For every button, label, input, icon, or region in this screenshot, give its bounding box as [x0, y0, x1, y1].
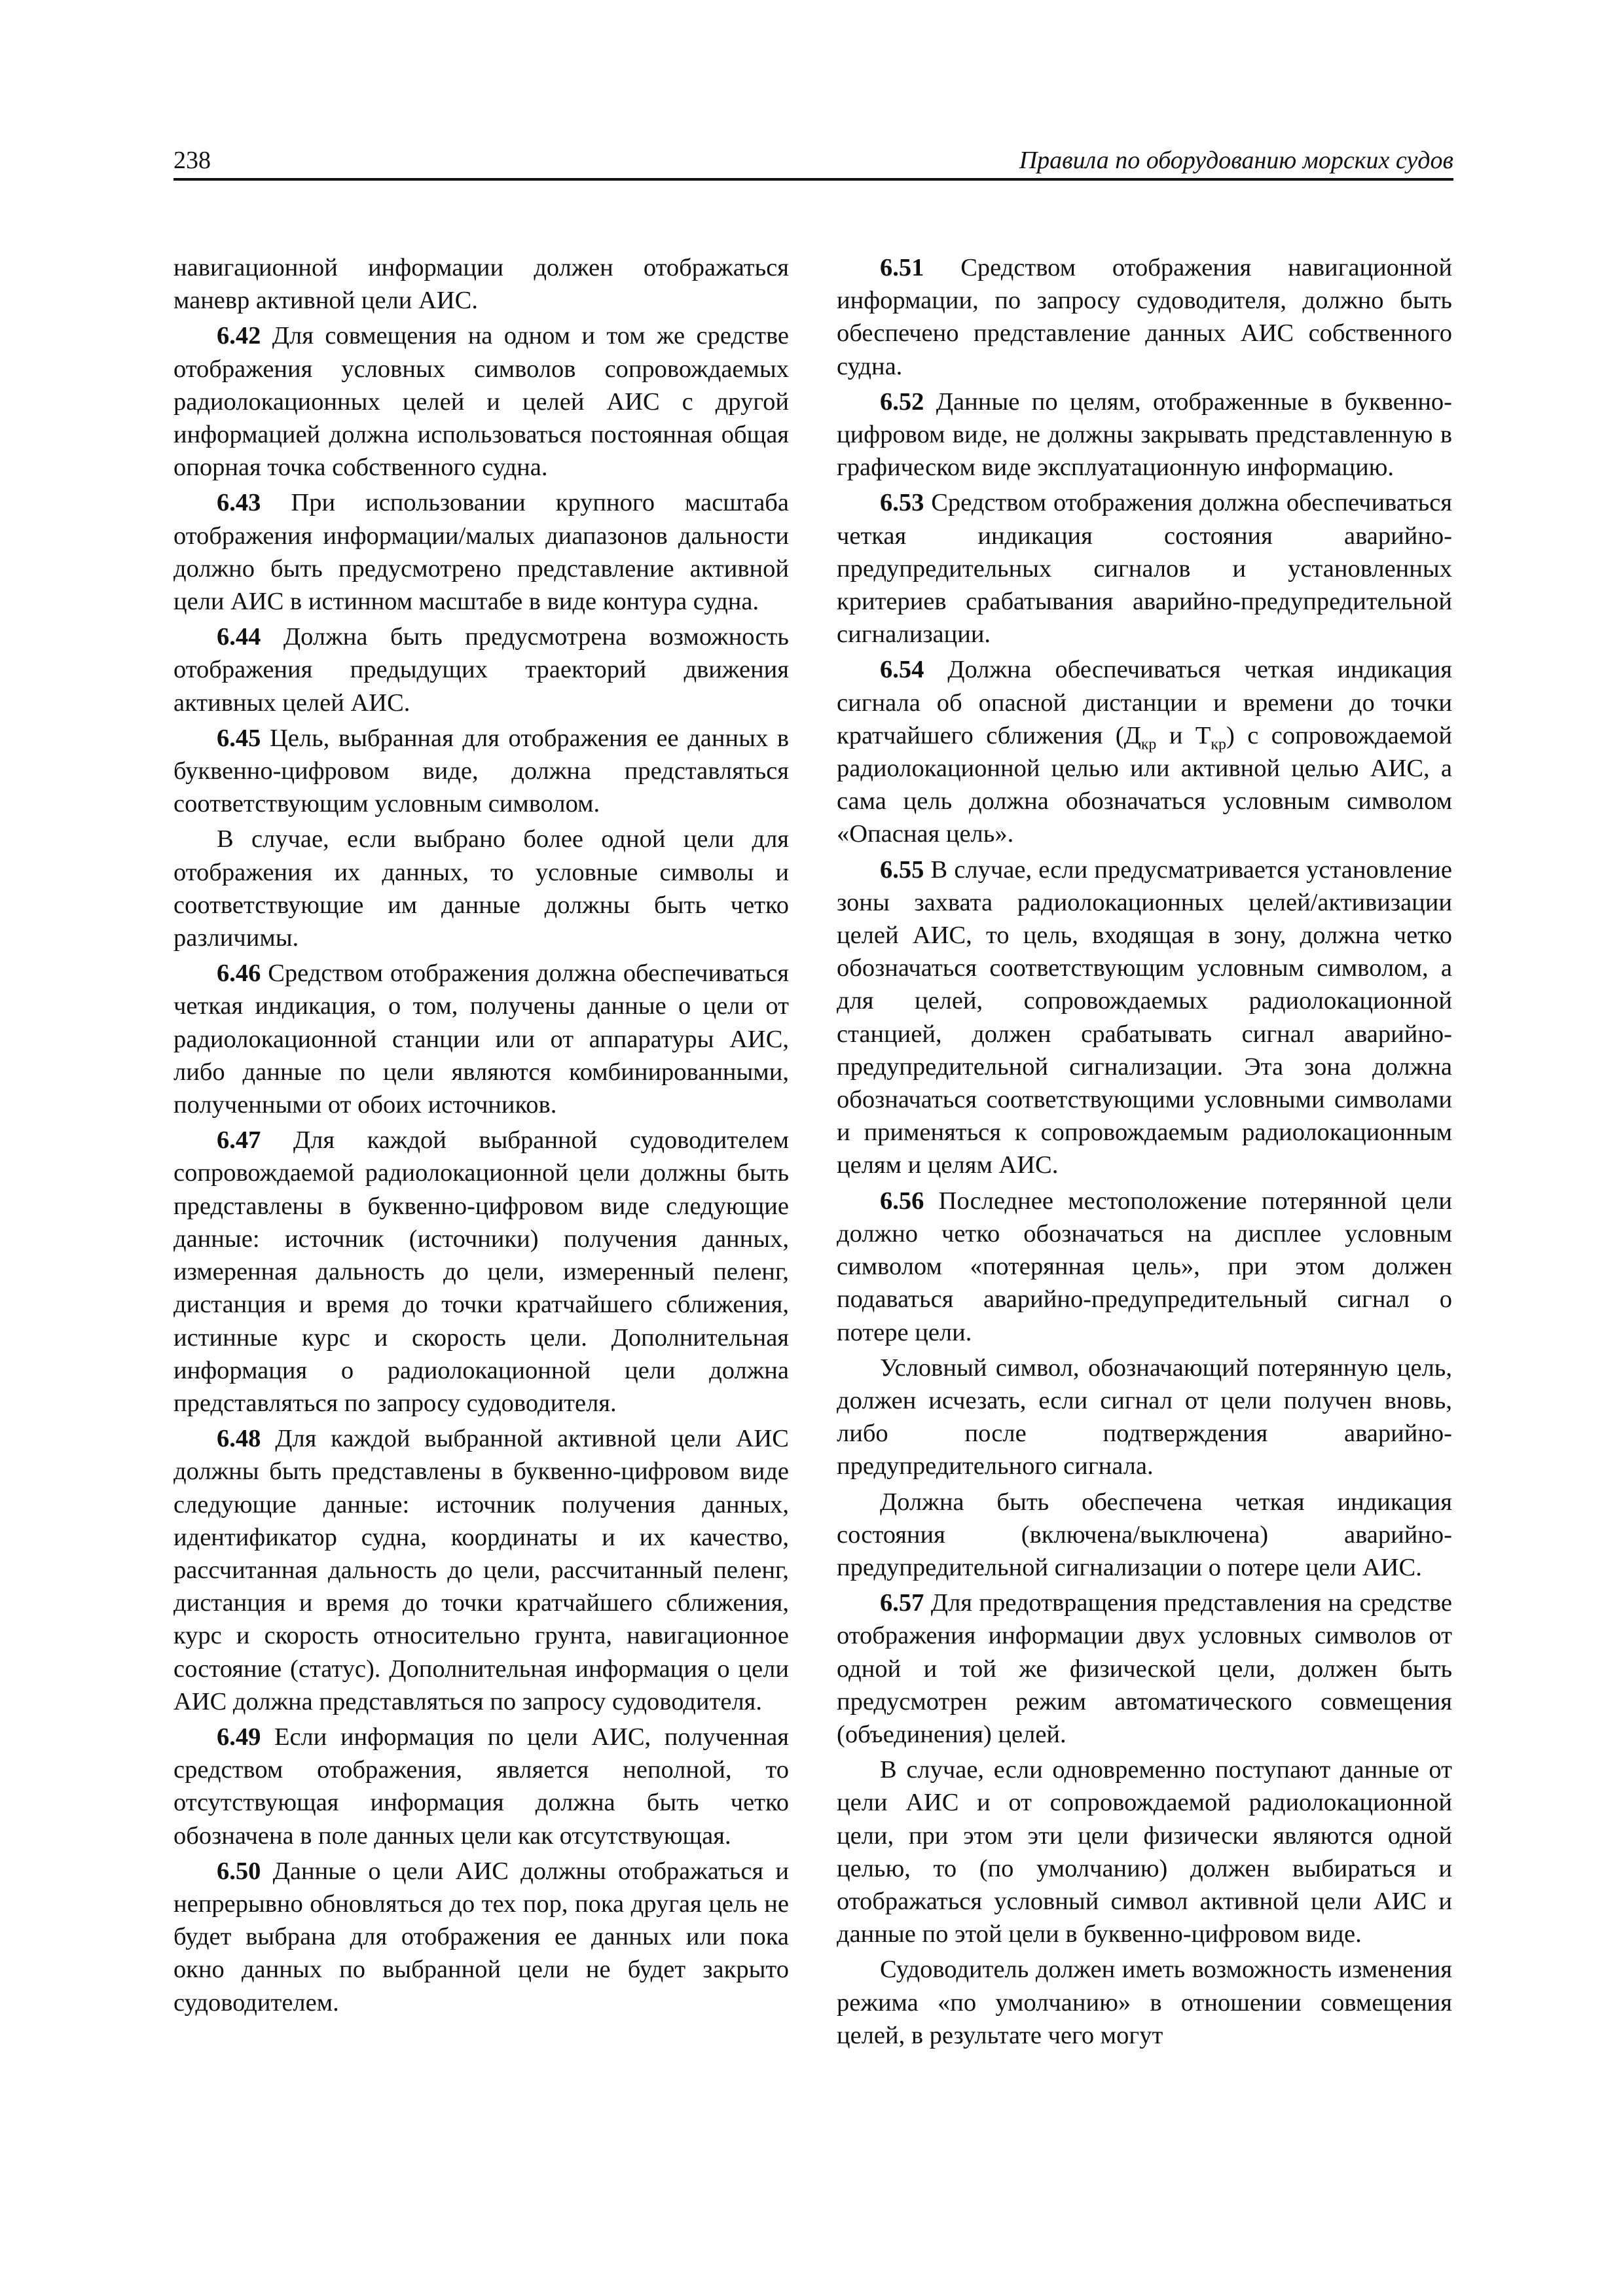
subscript-kr: кр	[1211, 736, 1226, 753]
paragraph-text: Условный символ, обозначающий потерянную цель, должен исчезать, если сигнал от цели получен вновь, либо после подтверждения аварийно-предупредительного сигнала.	[837, 1354, 1452, 1480]
paragraph-6-56	[837, 1185, 1452, 1349]
paragraph-text: В случае, если предусматривается установление зоны захвата радиолокационных целей/активизации целей АИС, то цель, входящая в зону, должна четко обозначаться соответствующим условным символом, а для целей, сопровождаемых радиолокационной станцией, должен срабатывать сигнал аварийно-предупредительной сигнализации. Эта зона должна обозначаться соответствующими условными символами и применяться к сопровождаемым радиолокационным целям и целям АИС.	[837, 855, 1452, 1179]
paragraph-text: Для каждой выбранной судоводителем сопровождаемой радиолокационной цели должны быть представлены в буквенно-цифровом виде следующие данные: источник (источники) получения данных, измеренная дальность до цели, измеренный пеленг, дистанция и время до точки кратчайшего сближения, истинные курс и скорость цели. Дополнительная информация о радиолокационной цели должна представляться по запросу судоводителя.	[173, 1126, 789, 1417]
paragraph-text: Должна быть предусмотрена возможность отображения предыдущих траекторий движения активных целей АИС.	[173, 623, 789, 717]
paragraph-text: ) с сопровождаемой радиолокационной целью или активной целью АИС, а сама цель должна обозначаться условным символом «Опасная цель».	[837, 721, 1452, 848]
paragraph-6-55	[837, 853, 1452, 1182]
paragraph-6-46	[173, 957, 789, 1121]
paragraph-6-44	[173, 620, 789, 719]
paragraph-text: Для совмещения на одном и том же средстве отображения условных символов сопровождаемых радиолокационных целей и целей АИС с другой информацией должна использоваться постоянная общая опорная точка собственного судна.	[173, 322, 789, 482]
paragraph-text: и Т	[1156, 721, 1211, 749]
paragraph-text: Для каждой выбранной активной цели АИС должны быть представлены в буквенно-цифровом виде следующие данные: источник получения данных, идентификатор судна, координаты и их качество, рассчитанная дальность до цели, рассчитанный пеленг, дистанция и время до точки кратчайшего сближения, курс и скорость относительно грунта, навигационное состояние (статус). Дополнительная информация о цели АИС должна представляться по запросу судоводителя.	[173, 1425, 789, 1715]
right-column	[837, 251, 1452, 2077]
clause-number: 6.43	[217, 489, 261, 517]
clause-number: 6.45	[217, 724, 261, 752]
clause-number: 6.57	[880, 1589, 924, 1617]
paragraph-text: При использовании крупного масштаба отображения информации/малых диапазонов дальности должно быть предусмотрено представление активной цели АИС в истинном масштабе в виде контура судна.	[173, 489, 789, 616]
paragraph-6-50	[173, 1855, 789, 2019]
clause-number: 6.55	[880, 855, 924, 884]
paragraph-text: Средством отображения должна обеспечиваться четкая индикация, о том, получены данные о цели от радиолокационной станции или от аппаратуры АИС, либо данные по цели являются комбинированными, полученными от обоих источников.	[173, 960, 789, 1119]
clause-number: 6.52	[880, 387, 924, 416]
paragraph-6-57	[837, 1587, 1452, 1751]
paragraph-text: Последнее местоположение потерянной цели должно четко обозначаться на дисплее условным символом «потерянная цель», при этом должен подаваться аварийно-предупредительный сигнал о потере цели.	[837, 1187, 1452, 1346]
left-column	[173, 251, 789, 2077]
running-title: Правила по оборудованию морских судов	[1019, 147, 1453, 174]
paragraph-text: В случае, если выбрано более одной цели для отображения их данных, то условные символы и соответствующие им данные должны быть четко различимы.	[173, 825, 789, 952]
paragraph-text: Средством отображения должна обеспечиваться четкая индикация состояния аварийно-предупредительных сигналов и установленных критериев срабатывания аварийно-предупредительной сигнализации.	[837, 489, 1452, 649]
paragraph-text: Судоводитель должен иметь возможность изменения режима «по умолчанию» в отношении совмещения целей, в результате чего могут	[837, 1956, 1452, 2049]
subscript-kr: кр	[1140, 736, 1157, 753]
clause-number: 6.44	[217, 623, 261, 651]
paragraph-text: Если информация по цели АИС, полученная средством отображения, является неполной, то отсутствующая информация должна быть четко обозначена в поле данных цели как отсутствующая.	[173, 1723, 789, 1850]
paragraph-6-45	[173, 722, 789, 821]
paragraph-6-53	[837, 486, 1452, 651]
paragraph-6-54	[837, 653, 1452, 850]
paragraph-6-42	[173, 319, 789, 484]
paragraph-text: В случае, если одновременно поступают данные от цели АИС и от сопровождаемой радиолокационной цели, при этом эти цели физически являются одной целью, то (по умолчанию) должен выбираться и отображаться условный символ активной цели АИС и данные по этой цели в буквенно-цифровом виде.	[837, 1756, 1452, 1948]
paragraph-6-43	[173, 486, 789, 618]
paragraph-6-57-b	[837, 1753, 1452, 1950]
paragraph-text: Должна быть обеспечена четкая индикация состояния (включена/выключена) аварийно-предупредительной сигнализации о потере цели АИС.	[837, 1488, 1452, 1581]
paragraph-6-51	[837, 251, 1452, 383]
paragraph-text: Средством отображения навигационной информации, по запросу судоводителя, должно быть обеспечено представление данных АИС собственного судна.	[837, 254, 1452, 380]
clause-number: 6.56	[880, 1187, 924, 1215]
clause-number: 6.48	[217, 1425, 261, 1453]
paragraph-6-47	[173, 1124, 789, 1420]
clause-number: 6.54	[880, 656, 924, 684]
paragraph-6-48	[173, 1422, 789, 1718]
paragraph-6-45-b	[173, 823, 789, 954]
clause-number: 6.50	[217, 1857, 261, 1885]
paragraph-6-49	[173, 1721, 789, 1852]
paragraph-continuation	[173, 251, 789, 317]
paragraph-6-52	[837, 386, 1452, 484]
clause-number: 6.42	[217, 322, 261, 350]
paragraph-6-57-c	[837, 1953, 1452, 2052]
clause-number: 6.49	[217, 1723, 261, 1751]
page-header	[173, 145, 1453, 175]
clause-number: 6.47	[217, 1126, 261, 1155]
paragraph-text: Должна обеспечиваться четкая индикация сигнала об опасной дистанции и времени до точки кратчайшего сближения (Д	[837, 656, 1452, 749]
clause-number: 6.53	[880, 489, 924, 517]
paragraph-text: навигационной информации должен отображаться маневр активной цели АИС.	[173, 254, 789, 315]
clause-number: 6.46	[217, 960, 261, 988]
clause-number: 6.51	[880, 254, 924, 281]
paragraph-6-56-b	[837, 1352, 1452, 1483]
paragraph-text: Для предотвращения представления на средстве отображения информации двух условных символов от одной и той же физической цели, должен быть предусмотрен режим автоматического совмещения (объединения) целей.	[837, 1589, 1452, 1748]
paragraph-6-56-c	[837, 1486, 1452, 1585]
page-number: 238	[173, 147, 211, 174]
paragraph-text: Данные по целям, отображенные в буквенно-цифровом виде, не должны закрывать представленную в графическом виде эксплуатационную информацию.	[837, 387, 1452, 482]
header-rule	[173, 178, 1453, 181]
paragraph-text: Цель, выбранная для отображения ее данных в буквенно-цифровом виде, должна представляться соответствующим условным символом.	[173, 724, 789, 818]
paragraph-text: Данные о цели АИС должны отображаться и непрерывно обновляться до тех пор, пока другая цель не будет выбрана для отображения ее данных или пока окно данных по выбранной цели не будет закрыто судоводителем.	[173, 1857, 789, 2017]
